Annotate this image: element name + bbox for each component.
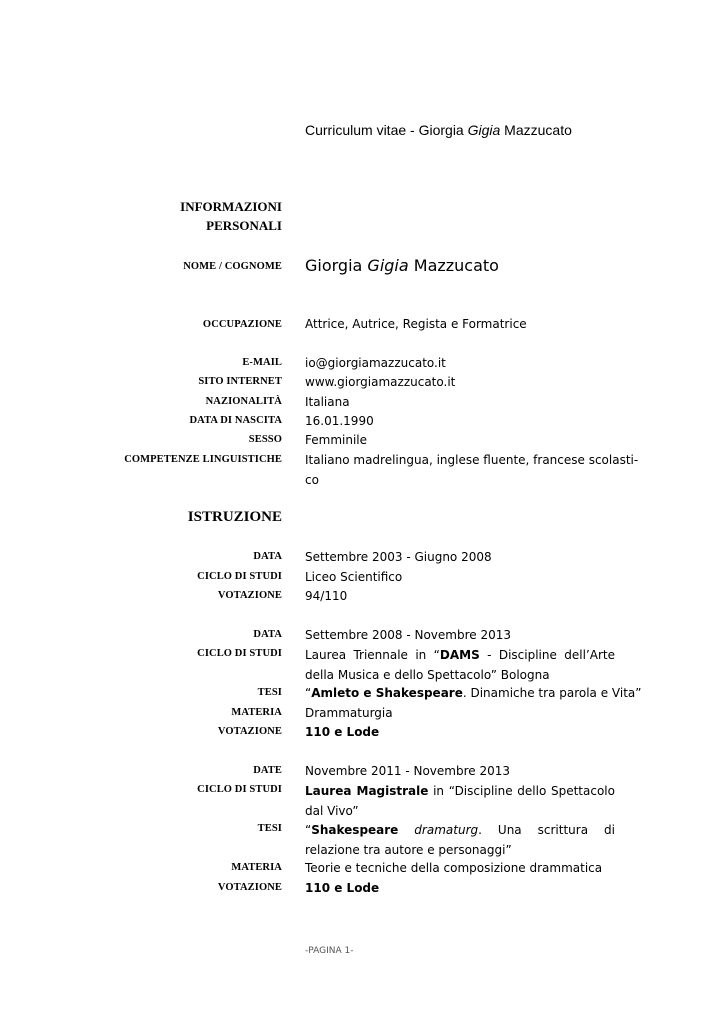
edu3-grade-label: VOTAZIONE [217, 882, 282, 893]
edu2-subject-value: Drammaturgia [305, 706, 393, 720]
website-label: SITO INTERNET [198, 376, 282, 387]
edu1-grade-value: 94/110 [305, 589, 348, 603]
sex-value: Femminile [305, 433, 367, 447]
edu2-date-value: Settembre 2008 - Novembre 2013 [305, 628, 511, 642]
edu1-date-label: DATA [253, 551, 282, 562]
edu2-thesis-value: “Amleto e Shakespeare. Dinamiche tra parola e Vita” [305, 686, 642, 700]
email-label: E-MAIL [242, 357, 282, 368]
name-label: NOME / COGNOME [183, 261, 282, 272]
edu2-course-value: Laurea Triennale in “DAMS - Discipline dell’Arte della Musica e dello Spettacolo” Bologna [305, 648, 615, 682]
website-value[interactable]: www.giorgiamazzucato.it [305, 375, 456, 389]
edu1-course-value: Liceo Scientifico [305, 570, 403, 584]
languages-value-line1: Italiano madrelingua, inglese fluente, francese scolasti- [305, 453, 639, 467]
edu1-date-value: Settembre 2003 - Giugno 2008 [305, 550, 492, 564]
edu3-course-label: CICLO DI STUDI [197, 784, 282, 795]
edu2-grade-value: 110 e Lode [305, 725, 380, 739]
header-nickname: Gigia [467, 122, 501, 138]
nationality-value: Italiana [305, 395, 350, 409]
edu1-grade-label: VOTAZIONE [217, 590, 282, 601]
edu3-subject-label: MATERIA [231, 862, 282, 873]
edu2-date-label: DATA [253, 629, 282, 640]
header-suffix: Mazzucato [500, 122, 572, 138]
section-title-personal: INFORMAZIONI PERSONALI [180, 199, 282, 233]
occupation-value: Attrice, Autrice, Regista e Formatrice [305, 317, 527, 331]
edu3-course-value: Laurea Magistrale in “Discipline dello Spettacolo dal Vivo” [305, 784, 615, 818]
sex-label: SESSO [248, 434, 282, 445]
section-title-education: ISTRUZIONE [187, 509, 282, 525]
document-header [305, 122, 572, 138]
birth-label: DATA DI NASCITA [189, 415, 282, 426]
nationality-label: NAZIONALITÀ [205, 396, 282, 407]
edu2-subject-label: MATERIA [231, 707, 282, 718]
full-name: Giorgia Gigia Mazzucato [305, 256, 499, 275]
page-number: -PAGINA 1- [305, 946, 354, 956]
edu3-thesis-value: “Shakespeare dramaturg. Una scrittura di relazione tra autore e personaggi” [305, 823, 615, 857]
email-value[interactable]: io@giorgiamazzucato.it [305, 356, 446, 370]
languages-label: COMPETENZE LINGUISTICHE [124, 454, 282, 465]
edu2-grade-label: VOTAZIONE [217, 726, 282, 737]
edu3-thesis-label: TESI [257, 823, 282, 834]
edu1-course-label: CICLO DI STUDI [197, 571, 282, 582]
header-prefix: Curriculum vitae - Giorgia [305, 122, 468, 138]
edu3-date-label: DATE [253, 765, 282, 776]
occupation-label: OCCUPAZIONE [202, 319, 282, 330]
edu2-thesis-label: TESI [257, 687, 282, 698]
languages-value-line2: co [305, 473, 319, 487]
edu3-date-value: Novembre 2011 - Novembre 2013 [305, 764, 510, 778]
edu3-subject-value: Teorie e tecniche della composizione drammatica [305, 861, 603, 875]
birth-value: 16.01.1990 [305, 414, 374, 428]
edu2-course-label: CICLO DI STUDI [197, 648, 282, 659]
edu3-grade-value: 110 e Lode [305, 881, 380, 895]
